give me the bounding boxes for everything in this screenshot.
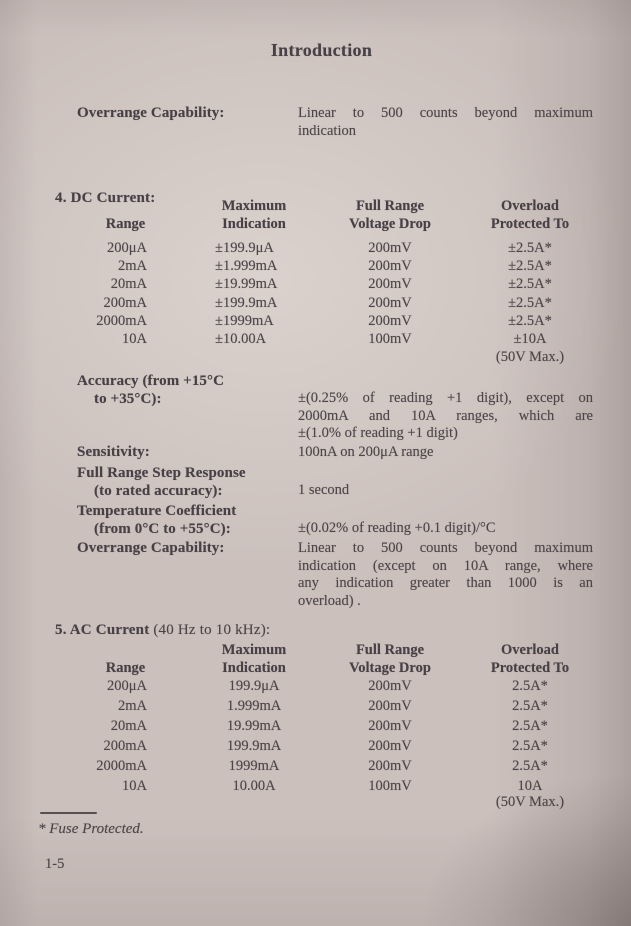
text-line: Temperature Coefficient xyxy=(77,503,237,519)
table-header-row xyxy=(60,642,592,660)
text-line: any indication greater than 1000 is an xyxy=(298,575,593,591)
spec-label xyxy=(77,503,292,538)
table-cell: 200mV xyxy=(368,718,412,734)
text-line: 1 second xyxy=(298,482,350,498)
col-header: Protected To xyxy=(490,660,570,676)
text-line: indication (except on 10A range, where xyxy=(298,557,593,574)
footnote-text: * Fuse Protected. xyxy=(38,821,144,837)
table-cell: 200μA xyxy=(107,678,147,694)
table-cell: 10A xyxy=(517,778,543,794)
table-header-row xyxy=(60,216,592,234)
table-cell: ±2.5A* xyxy=(508,240,552,256)
table-cell: 2000mA xyxy=(96,758,147,774)
spec-value xyxy=(298,444,593,462)
col-header: Voltage Drop xyxy=(349,660,431,676)
table-cell: 2.5A* xyxy=(512,758,548,774)
text-line: ±(1.0% of reading +1 digit) xyxy=(298,425,458,441)
table-cell: ±2.5A* xyxy=(508,294,552,311)
table-cell: 1.999mA xyxy=(226,698,282,714)
overload-note: (50V Max.) xyxy=(495,794,565,810)
table-cell: 2mA xyxy=(118,258,147,275)
table-cell: ±1999mA xyxy=(215,312,274,329)
text-line: ±(0.02% of reading +0.1 digit)/°C xyxy=(298,520,496,536)
table-cell: 10A xyxy=(122,330,147,347)
table-cell: 199.9mA xyxy=(226,738,282,754)
text-line: Overrange Capability: xyxy=(77,540,225,556)
text-line: (to rated accuracy): xyxy=(94,482,223,499)
table-cell: ±2.5A* xyxy=(508,312,552,329)
table-cell: 10A xyxy=(122,778,147,794)
heading-bold-part: 5. AC Current xyxy=(55,622,150,638)
table-cell: 19.99mA xyxy=(226,718,282,734)
text-line: Full Range Step Response xyxy=(77,465,246,481)
text-line: 2000mA and 10A ranges, which are xyxy=(298,407,593,424)
table-cell: 20mA xyxy=(110,276,147,293)
footnote-divider xyxy=(40,812,97,814)
page-number: 1-5 xyxy=(45,856,65,872)
table-cell: ±2.5A* xyxy=(508,276,552,293)
heading-regular-part: (40 Hz to 10 kHz): xyxy=(149,622,271,638)
table-row xyxy=(60,738,592,758)
col-header: Indication xyxy=(222,216,286,232)
table-cell: 200mV xyxy=(368,276,412,293)
table-cell: 2.5A* xyxy=(512,678,548,694)
table-cell: 200mV xyxy=(368,240,412,256)
spec-label xyxy=(77,465,292,500)
spec-label xyxy=(77,105,292,123)
text-line: overload) . xyxy=(298,592,361,609)
table-note-row xyxy=(60,349,592,367)
col-header: Maximum xyxy=(221,198,287,214)
col-header: Full Range xyxy=(355,198,425,214)
table-cell: ±199.9mA xyxy=(215,294,278,311)
spec-value xyxy=(298,520,593,538)
col-header: Range xyxy=(105,660,146,676)
table-cell: 100mV xyxy=(368,330,412,347)
table-cell: 20mA xyxy=(110,718,147,734)
table-cell: 1999mA xyxy=(228,758,280,774)
text-line: (from 0°C to +55°C): xyxy=(94,520,231,537)
section-heading-ac-current xyxy=(55,622,270,639)
table-cell: 200mV xyxy=(368,758,412,774)
col-header: Overload xyxy=(501,642,559,658)
spec-label xyxy=(77,444,292,462)
table-cell: ±1.999mA xyxy=(215,258,278,275)
table-cell: ±10A xyxy=(513,330,547,347)
table-cell: 2000mA xyxy=(96,312,147,329)
text-line: Linear to 500 counts beyond maximum xyxy=(298,540,593,556)
text-line: indication xyxy=(298,122,356,139)
col-header: Full Range xyxy=(355,642,425,658)
table-cell: ±2.5A* xyxy=(508,258,552,275)
table-row xyxy=(60,331,592,349)
table-cell: 200mA xyxy=(103,738,147,754)
text-line: Sensitivity: xyxy=(77,444,150,460)
spec-label xyxy=(77,373,292,408)
table-cell: 2.5A* xyxy=(512,738,548,754)
col-header: Range xyxy=(105,216,146,232)
table-row xyxy=(60,258,592,276)
text-line: Accuracy (from +15°C xyxy=(77,373,225,389)
table-cell: 200mV xyxy=(368,258,412,275)
col-header: Indication xyxy=(222,660,286,676)
table-cell: 2mA xyxy=(118,698,147,714)
table-row xyxy=(60,276,592,294)
dc-current-table xyxy=(60,198,592,367)
table-row xyxy=(60,678,592,698)
table-cell: 10.00A xyxy=(232,778,276,794)
table-cell: ±199.9μA xyxy=(215,240,274,256)
text-line: to +35°C): xyxy=(94,390,162,407)
spec-value xyxy=(298,540,593,610)
table-header-row xyxy=(60,198,592,216)
spec-value xyxy=(298,105,593,140)
table-cell: ±10.00A xyxy=(215,330,267,347)
table-cell: ±19.99mA xyxy=(215,276,278,293)
col-header: Protected To xyxy=(490,216,570,232)
table-cell: 200mV xyxy=(368,698,412,714)
table-cell: 199.9μA xyxy=(228,678,280,694)
text-line: 100nA on 200μA range xyxy=(298,444,434,460)
table-cell: 200mV xyxy=(368,294,412,311)
ac-current-table xyxy=(60,642,592,812)
spec-value xyxy=(298,482,593,500)
col-header: Overload xyxy=(501,198,559,214)
page-title: Introduction xyxy=(270,40,373,60)
table-row xyxy=(60,313,592,331)
table-row xyxy=(60,758,592,778)
table-row xyxy=(60,240,592,258)
text-line: Linear to 500 counts beyond maximum xyxy=(298,105,593,121)
text-line: ±(0.25% of reading +1 digit), except on xyxy=(298,390,593,406)
overload-note: (50V Max.) xyxy=(495,349,565,366)
text-line: Overrange Capability: xyxy=(77,105,225,121)
table-cell: 2.5A* xyxy=(512,698,548,714)
table-cell: 200μA xyxy=(107,240,147,256)
table-cell: 200mV xyxy=(368,678,412,694)
spec-label xyxy=(77,540,292,558)
table-note-row xyxy=(60,794,592,812)
table-cell: 200mV xyxy=(368,312,412,329)
col-header: Maximum xyxy=(221,642,287,658)
table-cell: 2.5A* xyxy=(512,718,548,734)
section-heading-dc-current: 4. DC Current: xyxy=(55,190,156,206)
table-row xyxy=(60,295,592,313)
table-cell: 200mA xyxy=(103,294,147,311)
table-cell: 200mV xyxy=(368,738,412,754)
spec-value xyxy=(298,390,593,443)
table-cell: 100mV xyxy=(368,778,412,794)
table-row xyxy=(60,718,592,738)
table-header-row xyxy=(60,660,592,678)
col-header: Voltage Drop xyxy=(349,216,431,232)
table-row xyxy=(60,698,592,718)
